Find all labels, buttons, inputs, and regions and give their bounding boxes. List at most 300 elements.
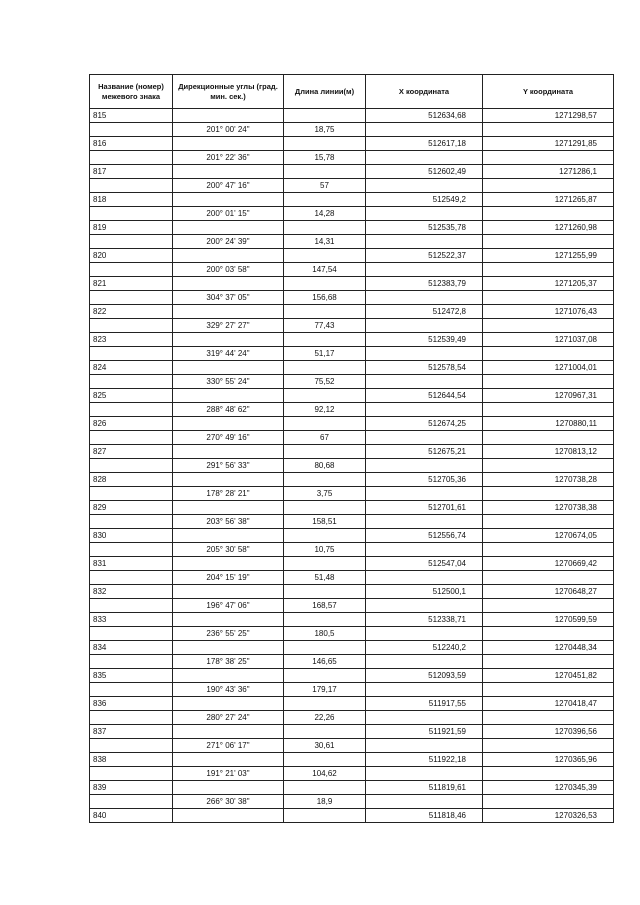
direction-angle: 190° 43' 36" — [173, 683, 284, 697]
empty-cell — [366, 403, 483, 417]
empty-cell — [173, 193, 284, 207]
direction-angle: 178° 28' 21" — [173, 487, 284, 501]
empty-cell — [483, 795, 614, 809]
line-length: 179,17 — [284, 683, 366, 697]
segment-row — [90, 123, 614, 137]
x-coordinate: 512539,49 — [366, 333, 483, 347]
direction-angle: 330° 55' 24" — [173, 375, 284, 389]
empty-cell — [173, 725, 284, 739]
point-row — [90, 165, 614, 179]
empty-cell — [366, 599, 483, 613]
point-number: 840 — [90, 809, 173, 823]
point-number: 825 — [90, 389, 173, 403]
empty-cell — [483, 207, 614, 221]
y-coordinate: 1270674,05 — [483, 529, 614, 543]
point-row — [90, 277, 614, 291]
point-number: 834 — [90, 641, 173, 655]
empty-cell — [366, 711, 483, 725]
point-row — [90, 473, 614, 487]
empty-cell — [173, 697, 284, 711]
empty-cell — [483, 683, 614, 697]
empty-cell — [366, 683, 483, 697]
direction-angle: 201° 00' 24" — [173, 123, 284, 137]
y-coordinate: 1271205,37 — [483, 277, 614, 291]
empty-cell — [366, 375, 483, 389]
line-length: 147,54 — [284, 263, 366, 277]
x-coordinate: 512472,8 — [366, 305, 483, 319]
empty-cell — [173, 333, 284, 347]
segment-row — [90, 627, 614, 641]
empty-cell — [483, 767, 614, 781]
y-coordinate: 1270813,12 — [483, 445, 614, 459]
y-coordinate: 1270345,39 — [483, 781, 614, 795]
point-number: 823 — [90, 333, 173, 347]
line-length: 80,68 — [284, 459, 366, 473]
point-row — [90, 753, 614, 767]
empty-cell — [366, 543, 483, 557]
direction-angle: 270° 49' 16" — [173, 431, 284, 445]
line-length: 3,75 — [284, 487, 366, 501]
segment-row — [90, 291, 614, 305]
empty-cell — [284, 137, 366, 151]
y-coordinate: 1270669,42 — [483, 557, 614, 571]
x-coordinate: 512617,18 — [366, 137, 483, 151]
direction-angle: 200° 47' 16" — [173, 179, 284, 193]
point-number: 822 — [90, 305, 173, 319]
empty-cell — [90, 179, 173, 193]
empty-cell — [173, 389, 284, 403]
empty-cell — [90, 403, 173, 417]
direction-angle: 201° 22' 36" — [173, 151, 284, 165]
x-coordinate: 512705,36 — [366, 473, 483, 487]
line-length: 92,12 — [284, 403, 366, 417]
point-number: 828 — [90, 473, 173, 487]
empty-cell — [284, 389, 366, 403]
empty-cell — [366, 123, 483, 137]
line-length: 30,61 — [284, 739, 366, 753]
point-number: 816 — [90, 137, 173, 151]
direction-angle: 291° 56' 33" — [173, 459, 284, 473]
segment-row — [90, 179, 614, 193]
point-number: 829 — [90, 501, 173, 515]
x-coordinate: 512602,49 — [366, 165, 483, 179]
point-number: 835 — [90, 669, 173, 683]
empty-cell — [483, 487, 614, 501]
x-coordinate: 511921,59 — [366, 725, 483, 739]
empty-cell — [366, 515, 483, 529]
header-x-coordinate: Х координата — [366, 75, 483, 109]
empty-cell — [483, 431, 614, 445]
segment-row — [90, 347, 614, 361]
point-row — [90, 585, 614, 599]
table-body — [90, 109, 614, 823]
empty-cell — [483, 627, 614, 641]
y-coordinate: 1270599,59 — [483, 613, 614, 627]
empty-cell — [366, 795, 483, 809]
empty-cell — [483, 571, 614, 585]
line-length: 57 — [284, 179, 366, 193]
empty-cell — [90, 767, 173, 781]
empty-cell — [173, 277, 284, 291]
empty-cell — [483, 291, 614, 305]
x-coordinate: 512675,21 — [366, 445, 483, 459]
empty-cell — [173, 165, 284, 179]
empty-cell — [483, 319, 614, 333]
empty-cell — [366, 263, 483, 277]
point-row — [90, 305, 614, 319]
empty-cell — [90, 263, 173, 277]
x-coordinate: 512522,37 — [366, 249, 483, 263]
y-coordinate: 1271298,57 — [483, 109, 614, 123]
empty-cell — [284, 445, 366, 459]
empty-cell — [483, 459, 614, 473]
point-row — [90, 529, 614, 543]
direction-angle: 204° 15' 19" — [173, 571, 284, 585]
empty-cell — [90, 319, 173, 333]
empty-cell — [483, 543, 614, 557]
point-row — [90, 137, 614, 151]
x-coordinate: 512556,74 — [366, 529, 483, 543]
direction-angle: 319° 44' 24" — [173, 347, 284, 361]
line-length: 10,75 — [284, 543, 366, 557]
line-length: 51,17 — [284, 347, 366, 361]
empty-cell — [366, 291, 483, 305]
segment-row — [90, 571, 614, 585]
x-coordinate: 512578,54 — [366, 361, 483, 375]
direction-angle: 266° 30' 38" — [173, 795, 284, 809]
line-length: 18,9 — [284, 795, 366, 809]
empty-cell — [90, 291, 173, 305]
segment-row — [90, 599, 614, 613]
x-coordinate: 512535,78 — [366, 221, 483, 235]
line-length: 75,52 — [284, 375, 366, 389]
empty-cell — [483, 123, 614, 137]
segment-row — [90, 151, 614, 165]
point-row — [90, 641, 614, 655]
segment-row — [90, 711, 614, 725]
segment-row — [90, 543, 614, 557]
line-length: 14,28 — [284, 207, 366, 221]
point-number: 815 — [90, 109, 173, 123]
empty-cell — [284, 529, 366, 543]
empty-cell — [483, 263, 614, 277]
empty-cell — [90, 655, 173, 669]
empty-cell — [284, 109, 366, 123]
empty-cell — [90, 123, 173, 137]
point-number: 831 — [90, 557, 173, 571]
direction-angle: 280° 27' 24" — [173, 711, 284, 725]
empty-cell — [483, 347, 614, 361]
y-coordinate: 1270738,28 — [483, 473, 614, 487]
direction-angle: 271° 06' 17" — [173, 739, 284, 753]
point-number: 824 — [90, 361, 173, 375]
line-length: 104,62 — [284, 767, 366, 781]
empty-cell — [366, 179, 483, 193]
line-length: 180,5 — [284, 627, 366, 641]
empty-cell — [90, 739, 173, 753]
segment-row — [90, 487, 614, 501]
y-coordinate: 1270451,82 — [483, 669, 614, 683]
y-coordinate: 1270880,11 — [483, 417, 614, 431]
empty-cell — [366, 767, 483, 781]
segment-row — [90, 459, 614, 473]
direction-angle: 196° 47' 06" — [173, 599, 284, 613]
empty-cell — [90, 711, 173, 725]
direction-angle: 178° 38' 25" — [173, 655, 284, 669]
x-coordinate: 512240,2 — [366, 641, 483, 655]
direction-angle: 191° 21' 03" — [173, 767, 284, 781]
empty-cell — [284, 557, 366, 571]
point-row — [90, 445, 614, 459]
header-y-coordinate: Y координата — [483, 75, 614, 109]
direction-angle: 203° 56' 38" — [173, 515, 284, 529]
point-row — [90, 781, 614, 795]
line-length: 22,26 — [284, 711, 366, 725]
x-coordinate: 512701,61 — [366, 501, 483, 515]
x-coordinate: 511819,61 — [366, 781, 483, 795]
x-coordinate: 512383,79 — [366, 277, 483, 291]
point-row — [90, 669, 614, 683]
empty-cell — [284, 417, 366, 431]
x-coordinate: 512674,25 — [366, 417, 483, 431]
empty-cell — [284, 753, 366, 767]
empty-cell — [366, 207, 483, 221]
point-row — [90, 417, 614, 431]
x-coordinate: 512500,1 — [366, 585, 483, 599]
direction-angle: 288° 48' 62" — [173, 403, 284, 417]
segment-row — [90, 795, 614, 809]
line-length: 77,43 — [284, 319, 366, 333]
empty-cell — [284, 193, 366, 207]
segment-row — [90, 263, 614, 277]
segment-row — [90, 515, 614, 529]
empty-cell — [284, 669, 366, 683]
y-coordinate: 1271260,98 — [483, 221, 614, 235]
empty-cell — [173, 753, 284, 767]
line-length: 67 — [284, 431, 366, 445]
point-row — [90, 697, 614, 711]
y-coordinate: 1271265,87 — [483, 193, 614, 207]
empty-cell — [284, 781, 366, 795]
empty-cell — [173, 249, 284, 263]
point-row — [90, 249, 614, 263]
empty-cell — [366, 431, 483, 445]
empty-cell — [173, 585, 284, 599]
empty-cell — [90, 571, 173, 585]
empty-cell — [173, 501, 284, 515]
y-coordinate: 1271255,99 — [483, 249, 614, 263]
empty-cell — [173, 781, 284, 795]
empty-cell — [284, 361, 366, 375]
point-number: 838 — [90, 753, 173, 767]
point-number: 833 — [90, 613, 173, 627]
point-row — [90, 221, 614, 235]
line-length: 18,75 — [284, 123, 366, 137]
empty-cell — [90, 235, 173, 249]
empty-cell — [483, 655, 614, 669]
point-number: 837 — [90, 725, 173, 739]
point-row — [90, 109, 614, 123]
empty-cell — [173, 809, 284, 823]
empty-cell — [483, 179, 614, 193]
point-number: 819 — [90, 221, 173, 235]
y-coordinate: 1270396,56 — [483, 725, 614, 739]
point-number: 818 — [90, 193, 173, 207]
x-coordinate: 512644,54 — [366, 389, 483, 403]
point-number: 832 — [90, 585, 173, 599]
empty-cell — [173, 473, 284, 487]
x-coordinate: 511922,18 — [366, 753, 483, 767]
line-length: 51,48 — [284, 571, 366, 585]
line-length: 146,65 — [284, 655, 366, 669]
point-number: 836 — [90, 697, 173, 711]
direction-angle: 329° 27' 27" — [173, 319, 284, 333]
y-coordinate: 1270967,31 — [483, 389, 614, 403]
direction-angle: 236° 55' 25" — [173, 627, 284, 641]
point-row — [90, 725, 614, 739]
empty-cell — [284, 809, 366, 823]
empty-cell — [366, 151, 483, 165]
segment-row — [90, 319, 614, 333]
y-coordinate: 1271004,01 — [483, 361, 614, 375]
line-length: 15,78 — [284, 151, 366, 165]
empty-cell — [173, 305, 284, 319]
y-coordinate: 1270648,27 — [483, 585, 614, 599]
empty-cell — [90, 375, 173, 389]
empty-cell — [90, 487, 173, 501]
empty-cell — [366, 459, 483, 473]
empty-cell — [173, 641, 284, 655]
empty-cell — [173, 669, 284, 683]
coordinates-table — [89, 74, 614, 823]
empty-cell — [284, 501, 366, 515]
point-number: 830 — [90, 529, 173, 543]
empty-cell — [173, 445, 284, 459]
empty-cell — [284, 333, 366, 347]
empty-cell — [90, 207, 173, 221]
direction-angle: 205° 30' 58" — [173, 543, 284, 557]
point-row — [90, 361, 614, 375]
empty-cell — [90, 515, 173, 529]
header-line-length: Длина линии(м) — [284, 75, 366, 109]
y-coordinate: 1271291,85 — [483, 137, 614, 151]
segment-row — [90, 655, 614, 669]
x-coordinate: 512093,59 — [366, 669, 483, 683]
segment-row — [90, 431, 614, 445]
segment-row — [90, 739, 614, 753]
empty-cell — [284, 613, 366, 627]
empty-cell — [90, 151, 173, 165]
empty-cell — [284, 641, 366, 655]
segment-row — [90, 235, 614, 249]
empty-cell — [284, 221, 366, 235]
empty-cell — [366, 235, 483, 249]
y-coordinate: 1270448,34 — [483, 641, 614, 655]
empty-cell — [284, 165, 366, 179]
line-length: 14,31 — [284, 235, 366, 249]
empty-cell — [366, 319, 483, 333]
y-coordinate: 1270326,53 — [483, 809, 614, 823]
x-coordinate: 512338,71 — [366, 613, 483, 627]
empty-cell — [90, 431, 173, 445]
point-row — [90, 557, 614, 571]
empty-cell — [284, 249, 366, 263]
x-coordinate: 511818,46 — [366, 809, 483, 823]
direction-angle: 304° 37' 05" — [173, 291, 284, 305]
empty-cell — [284, 277, 366, 291]
table-header-row — [90, 75, 614, 109]
x-coordinate: 511917,55 — [366, 697, 483, 711]
empty-cell — [90, 459, 173, 473]
segment-row — [90, 403, 614, 417]
point-row — [90, 389, 614, 403]
empty-cell — [90, 543, 173, 557]
point-number: 820 — [90, 249, 173, 263]
empty-cell — [366, 739, 483, 753]
line-length: 156,68 — [284, 291, 366, 305]
direction-angle: 200° 24' 39" — [173, 235, 284, 249]
empty-cell — [173, 361, 284, 375]
empty-cell — [483, 403, 614, 417]
empty-cell — [366, 655, 483, 669]
empty-cell — [173, 529, 284, 543]
point-number: 827 — [90, 445, 173, 459]
line-length: 158,51 — [284, 515, 366, 529]
empty-cell — [483, 235, 614, 249]
empty-cell — [173, 109, 284, 123]
x-coordinate: 512549,2 — [366, 193, 483, 207]
y-coordinate: 1270418,47 — [483, 697, 614, 711]
empty-cell — [173, 137, 284, 151]
y-coordinate: 1271286,1 — [483, 165, 614, 179]
header-direction-angle: Дирекционные углы (град. мин. сек.) — [173, 75, 284, 109]
empty-cell — [90, 795, 173, 809]
y-coordinate: 1270738,38 — [483, 501, 614, 515]
empty-cell — [173, 221, 284, 235]
empty-cell — [483, 515, 614, 529]
empty-cell — [366, 347, 483, 361]
empty-cell — [90, 599, 173, 613]
point-number: 817 — [90, 165, 173, 179]
point-row — [90, 809, 614, 823]
empty-cell — [173, 417, 284, 431]
point-row — [90, 333, 614, 347]
empty-cell — [483, 599, 614, 613]
empty-cell — [284, 305, 366, 319]
empty-cell — [90, 347, 173, 361]
x-coordinate: 512634,68 — [366, 109, 483, 123]
empty-cell — [483, 151, 614, 165]
empty-cell — [284, 725, 366, 739]
point-number: 839 — [90, 781, 173, 795]
empty-cell — [366, 571, 483, 585]
point-number: 826 — [90, 417, 173, 431]
point-row — [90, 193, 614, 207]
y-coordinate: 1271076,43 — [483, 305, 614, 319]
segment-row — [90, 767, 614, 781]
direction-angle: 200° 01' 15" — [173, 207, 284, 221]
empty-cell — [284, 473, 366, 487]
segment-row — [90, 375, 614, 389]
point-row — [90, 501, 614, 515]
empty-cell — [284, 585, 366, 599]
segment-row — [90, 683, 614, 697]
boundary-coordinates-document — [89, 74, 613, 823]
empty-cell — [366, 487, 483, 501]
empty-cell — [173, 557, 284, 571]
line-length: 168,57 — [284, 599, 366, 613]
header-point-name: Название (номер) межевого знака — [90, 75, 173, 109]
